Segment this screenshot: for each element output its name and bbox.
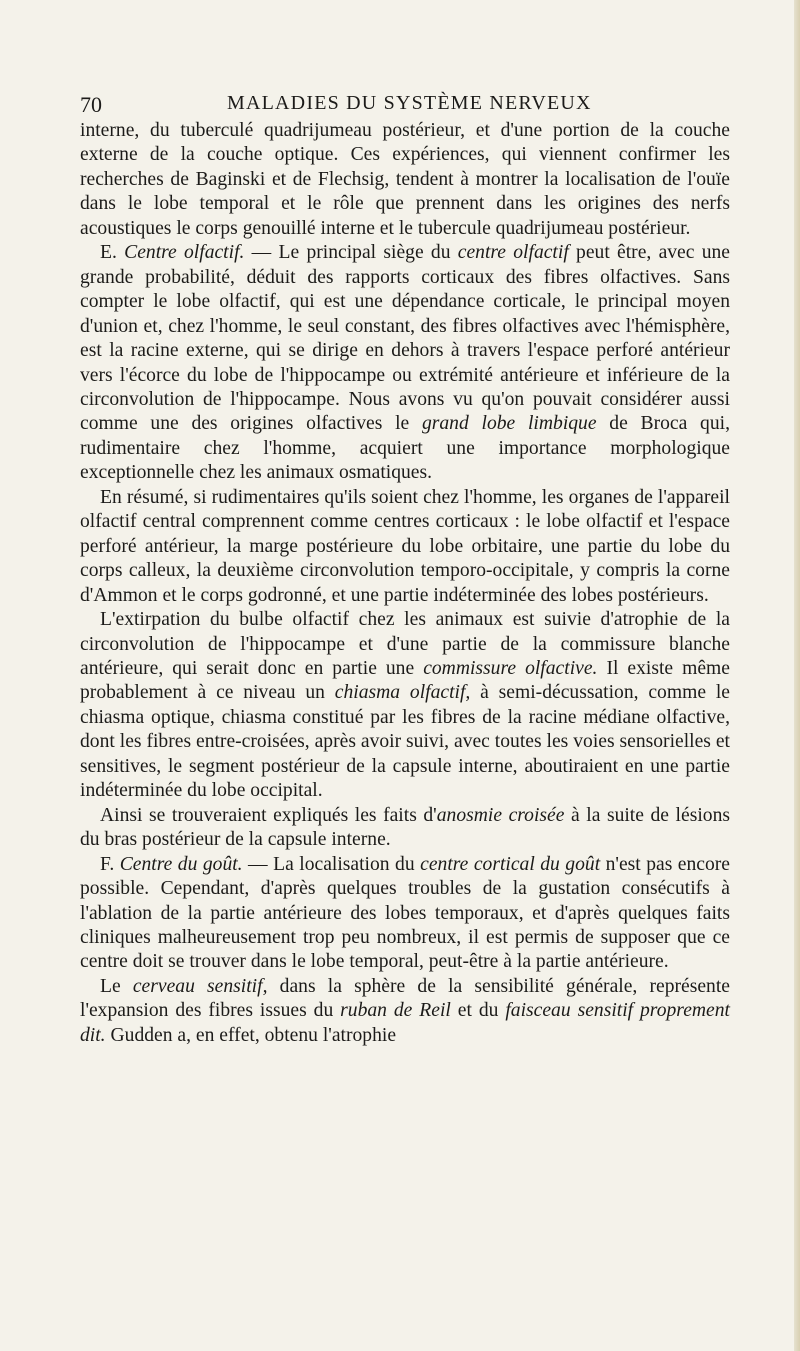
text-run: de Broca qui, rudimentaire chez l'homme, acquiert une importance morphologique exceptionnelle chez les animaux osmatiques. [80,413,730,484]
text-run: et du [450,1000,506,1022]
section-title: Centre du goût. [119,853,243,875]
paragraph-anosmia [80,804,730,853]
term: ruban de Reil [340,1000,451,1022]
text-run: Gudden a, en effet, obtenu l'atrophie [105,1024,397,1046]
term: centre cortical du goût [420,853,601,875]
running-head: MALADIES DU SYSTÈME NERVEUX [227,92,592,114]
text-run: n'est pas encore possible. Cependant, d'après quelques troubles de la gustation consécutifs à l'ablation de la partie antérieure des lobes temporaux, et d'après quelques faits cliniques malheureusement trop peu nombreux, il est permis de supposer que ce centre doit se trouver dans le lobe temporal, peut-être à la partie antérieure. [80,853,730,973]
section-title: Centre olfactif. [124,242,245,264]
body-text [80,119,730,1048]
paragraph-hearing-conclusion [80,119,730,241]
paragraph-extirpation [80,608,730,804]
term: cerveau sensitif, [132,975,268,997]
paragraph-olfactory-centre [80,241,730,486]
text-run: interne, du tuberculé quadrijumeau postérieur, et d'une portion de la couche externe de la couche optique. Ces expériences, qui viennent confirmer les recherches de Baginski et de Flechsig, tendent à montrer la localisation de l'ouïe dans le lobe temporal et le rôle que prennent dans les origines des nerfs acoustiques le corps genouillé interne et le tubercule quadrijumeau postérieur. [80,120,730,239]
text-run: dans la sphère de la sensibilité générale, représente l'expansion des fibres issues du [80,975,730,1022]
page-edge-shadow [794,0,800,1351]
paragraph-taste-centre [80,853,730,975]
section-letter: E. [100,242,125,264]
page-number: 70 [80,92,102,117]
term: faisceau sensitif proprement dit. [80,1000,730,1046]
text-run: L'extirpation du bulbe olfactif chez les animaux est suivie d'atrophie de la circonvolution de l'hippocampe et d'une partie de la commissure blanche antérieure, qui serait donc en partie une [80,609,730,679]
text-run: — La localisation du [242,853,421,875]
text-run: Ainsi se trouveraient expliqués les faits d' [100,804,437,826]
term: centre olfactif [457,242,569,264]
text-run: à la suite de lésions du bras postérieur de la capsule interne. [80,804,730,851]
term: grand lobe limbique [421,413,597,435]
text-run: Le [100,975,133,997]
paragraph-sensory-brain [80,975,730,1048]
term: anosmie croisée [436,804,565,826]
text-run: peut être, avec une grande probabilité, déduit des rapports corticaux des fibres olfactives. Sans compter le lobe olfactif, qui est une dépendance corticale, le principal moyen d'union et, chez l'homme, le seul constant, des fibres olfactives avec l'hémisphère, est la racine externe, qui se dirige en dehors à travers l'espace perforé antérieur vers l'écorce du lobe de l'hippocampe ou extrémité antérieure et inférieure de la circonvolution de l'hippocampe. Nous avons vu qu'on pouvait considérer aussi comme une des origines olfactives le [80,242,731,435]
page-header [80,92,720,122]
text-run: à semi-décussation, comme le chiasma optique, chiasma constitué par les fibres de la racine médiane olfactive, dont les fibres entre-croisées, après avoir suivi, avec toutes les voies sensorielles et sensitives, le segment postérieur de la capsule interne, aboutiraient en une partie indéterminée du lobe occipital. [80,682,730,802]
text-run: — Le principal siège du [244,242,458,264]
term: chiasma olfactif, [334,682,471,704]
paragraph-summary [80,486,730,608]
term: commissure olfactive. [423,657,598,679]
section-letter: F. [100,853,120,875]
text-run: En résumé, si rudimentaires qu'ils soient chez l'homme, les organes de l'appareil olfactif central comprennent comme centres corticaux : le lobe olfactif et l'espace perforé antérieur, la marge postérieure du lobe orbitaire, une partie du lobe du corps calleux, la deuxième circonvolution temporo-occipitale, y compris la corne d'Ammon et le corps godronné, et une partie indéterminée des lobes postérieurs. [80,486,730,606]
text-run: Il existe même probablement à ce niveau un [80,657,730,704]
